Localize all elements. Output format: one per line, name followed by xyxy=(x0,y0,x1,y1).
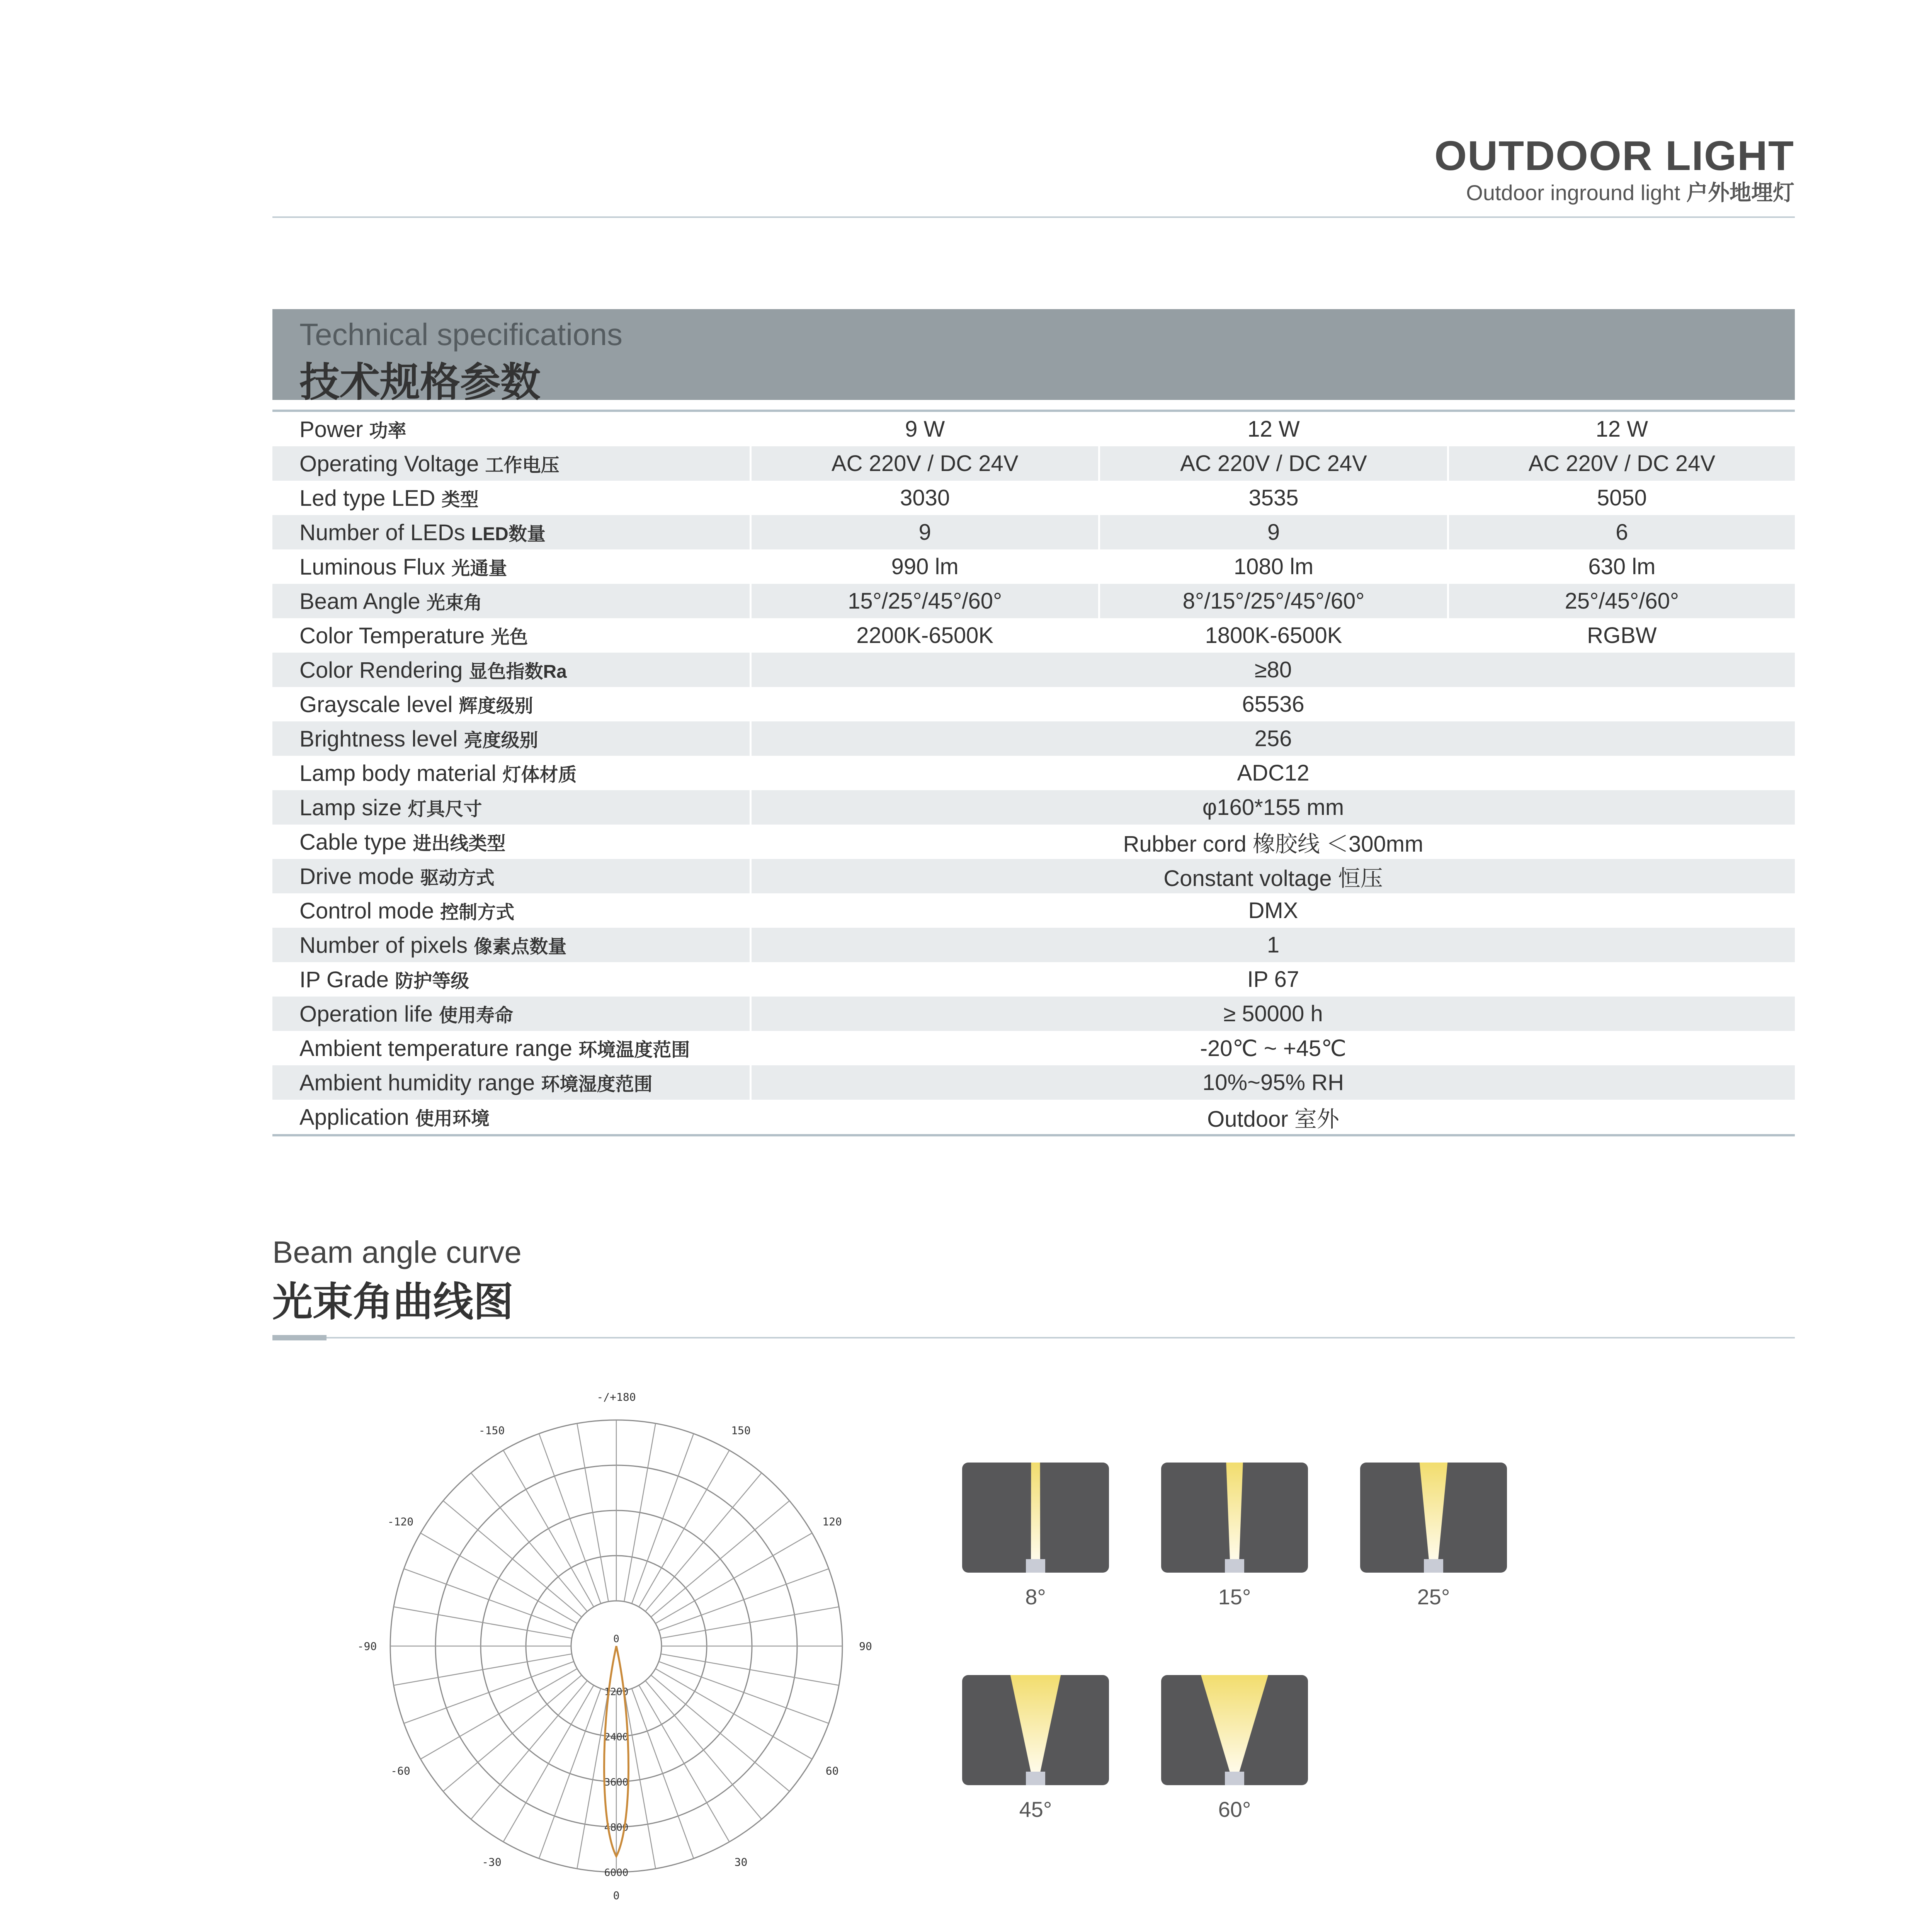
spec-label-en: Lamp body material xyxy=(299,761,497,786)
spec-label-en: Grayscale level xyxy=(299,692,453,717)
spec-row xyxy=(272,1031,1795,1065)
polar-spoke xyxy=(632,1689,694,1859)
polar-spoke xyxy=(661,1654,839,1685)
beam-tile xyxy=(962,1463,1109,1573)
spec-label-zh: 辉度级别 xyxy=(459,696,533,716)
spec-label-en: Color Rendering xyxy=(299,658,463,683)
beam-divider-accent xyxy=(272,1335,327,1340)
spec-label-zh: 环境温度范围 xyxy=(578,1040,690,1060)
spec-label-zh: LED数量 xyxy=(471,524,546,544)
spec-row xyxy=(272,790,1795,825)
spec-label-zh: 光通量 xyxy=(451,558,507,579)
spec-value: 1080 lm xyxy=(1099,549,1448,584)
spec-value: 630 lm xyxy=(1448,549,1795,584)
header-divider xyxy=(272,216,1795,218)
spec-row xyxy=(272,997,1795,1031)
lamp-fixture xyxy=(1026,1772,1045,1785)
spec-value: ADC12 xyxy=(751,756,1795,790)
beam-heading-zh: 光束角曲线图 xyxy=(272,1280,514,1325)
spec-label-zh: 像素点数量 xyxy=(474,937,567,957)
spec-label-en: Beam Angle xyxy=(299,589,420,614)
spec-value: 3030 xyxy=(751,481,1099,515)
spec-value: Rubber cord 橡胶线 ＜300mm xyxy=(751,825,1795,859)
polar-radial-label: 4800 xyxy=(604,1822,629,1833)
spec-row xyxy=(272,549,1795,584)
spec-label xyxy=(272,1031,751,1065)
polar-angle-label: -150 xyxy=(478,1424,505,1437)
spec-value: 5050 xyxy=(1448,481,1795,515)
subtitle-zh: 户外地埋灯 xyxy=(1686,180,1794,205)
spec-label-zh: 驱动方式 xyxy=(420,868,495,888)
spec-label-zh: 光色 xyxy=(491,627,528,648)
polar-angle-label: 150 xyxy=(731,1424,751,1437)
spec-value: AC 220V / DC 24V xyxy=(1448,446,1795,481)
page-title: OUTDOOR LIGHT xyxy=(1434,132,1794,179)
spec-label xyxy=(272,928,751,962)
beam-tile xyxy=(962,1675,1109,1785)
polar-spoke xyxy=(404,1662,574,1723)
polar-angle-label: -90 xyxy=(357,1640,377,1653)
polar-radial-label: 1200 xyxy=(604,1686,629,1698)
spec-label-zh: 环境湿度范围 xyxy=(541,1074,653,1095)
polar-spoke xyxy=(539,1434,601,1604)
lamp-fixture xyxy=(1225,1559,1244,1573)
spec-label xyxy=(272,481,751,515)
beam-tile-label: 25° xyxy=(1417,1585,1450,1609)
spec-label xyxy=(272,756,751,790)
spec-label xyxy=(272,997,751,1031)
polar-spoke xyxy=(639,1450,730,1607)
spec-value: Constant voltage 恒压 xyxy=(751,859,1795,893)
spec-heading-en: Technical specifications xyxy=(299,317,622,352)
polar-spoke xyxy=(577,1423,608,1602)
spec-value: AC 220V / DC 24V xyxy=(1099,446,1448,481)
spec-label-en: Number of LEDs xyxy=(299,520,465,545)
spec-value: 10%~95% RH xyxy=(751,1065,1795,1100)
spec-label-en: Drive mode xyxy=(299,864,414,889)
polar-angle-label: -30 xyxy=(482,1855,502,1869)
spec-label-zh: 灯具尺寸 xyxy=(408,799,482,820)
spec-label-en: Operating Voltage xyxy=(299,451,479,476)
polar-spoke xyxy=(645,1681,762,1820)
polar-spoke xyxy=(655,1669,812,1759)
polar-center-label: 0 xyxy=(613,1633,619,1645)
spec-value: DMX xyxy=(751,893,1795,928)
spec-label xyxy=(272,825,751,859)
spec-banner xyxy=(272,309,1795,405)
polar-angle-label: 90 xyxy=(859,1640,872,1653)
polar-spoke xyxy=(659,1662,829,1723)
spec-row xyxy=(272,1100,1795,1135)
spec-label-en: Led type LED xyxy=(299,486,435,511)
lamp-fixture xyxy=(1424,1559,1443,1573)
spec-label xyxy=(272,411,751,446)
spec-row xyxy=(272,893,1795,928)
polar-beam-chart xyxy=(348,1391,877,1902)
spec-value: 256 xyxy=(751,721,1795,756)
spec-value: 9 xyxy=(751,515,1099,549)
spec-row xyxy=(272,446,1795,481)
spec-value: 12 W xyxy=(1448,411,1795,446)
polar-spoke xyxy=(443,1501,582,1617)
page-subtitle xyxy=(1466,176,1794,207)
spec-value: ≥80 xyxy=(751,653,1795,687)
spec-label-zh: 功率 xyxy=(369,421,406,441)
spec-value: ≥ 50000 h xyxy=(751,997,1795,1031)
beam-tile xyxy=(1161,1675,1308,1785)
spec-label-zh: 显色指数Ra xyxy=(469,662,567,682)
spec-label-zh: 防护等级 xyxy=(395,971,469,992)
spec-row xyxy=(272,721,1795,756)
spec-label-en: Control mode xyxy=(299,898,434,923)
polar-angle-label: 30 xyxy=(734,1855,748,1869)
spec-row xyxy=(272,515,1795,549)
spec-value: AC 220V / DC 24V xyxy=(751,446,1099,481)
polar-angle-label: -60 xyxy=(391,1764,410,1777)
spec-label-en: Cable type xyxy=(299,830,407,855)
polar-spoke xyxy=(659,1569,829,1631)
spec-heading-zh: 技术规格参数 xyxy=(299,360,541,405)
spec-row xyxy=(272,411,1795,446)
spec-label xyxy=(272,790,751,825)
spec-row xyxy=(272,687,1795,721)
polar-angle-label: -/+180 xyxy=(597,1391,636,1403)
spec-row xyxy=(272,962,1795,997)
spec-row xyxy=(272,1065,1795,1100)
beam-divider xyxy=(272,1337,1795,1338)
polar-radial-label: 6000 xyxy=(604,1867,629,1879)
spec-label xyxy=(272,1100,751,1135)
spec-row xyxy=(272,653,1795,687)
spec-row xyxy=(272,928,1795,962)
spec-label xyxy=(272,446,751,481)
spec-label-en: Operation life xyxy=(299,1002,433,1027)
spec-label xyxy=(272,618,751,653)
polar-spoke xyxy=(503,1685,594,1842)
spec-label-en: Number of pixels xyxy=(299,933,468,958)
spec-value: 12 W xyxy=(1099,411,1448,446)
polar-angle-label: 0 xyxy=(613,1889,620,1902)
polar-spoke xyxy=(394,1607,572,1638)
spec-row xyxy=(272,618,1795,653)
spec-label-en: Brightness level xyxy=(299,726,458,752)
spec-value: 15°/25°/45°/60° xyxy=(751,584,1099,618)
polar-spoke xyxy=(471,1681,587,1820)
beam-tile xyxy=(1360,1463,1507,1573)
spec-value: 25°/45°/60° xyxy=(1448,584,1795,618)
spec-value: 1 xyxy=(751,928,1795,962)
spec-label-en: Ambient humidity range xyxy=(299,1070,535,1095)
light-beam xyxy=(1031,1463,1040,1560)
polar-spoke xyxy=(639,1685,730,1842)
polar-spoke xyxy=(632,1434,694,1604)
spec-label xyxy=(272,515,751,549)
spec-label xyxy=(272,584,751,618)
spec-value: IP 67 xyxy=(751,962,1795,997)
polar-spoke xyxy=(394,1654,572,1685)
subtitle-en: Outdoor inground light xyxy=(1466,180,1680,205)
polar-radial-label: 3600 xyxy=(604,1777,629,1788)
beam-tile-label: 45° xyxy=(1019,1797,1052,1821)
polar-spoke xyxy=(661,1607,839,1638)
lamp-fixture xyxy=(1026,1559,1045,1573)
spec-label-en: IP Grade xyxy=(299,967,389,992)
polar-spoke xyxy=(420,1533,577,1624)
spec-value: -20℃ ~ +45℃ xyxy=(751,1031,1795,1065)
spec-label-en: Color Temperature xyxy=(299,623,485,648)
spec-label-zh: 亮度级别 xyxy=(464,730,538,751)
polar-spoke xyxy=(471,1473,587,1612)
beam-tile xyxy=(1161,1463,1308,1573)
beam-tile-label: 8° xyxy=(1025,1585,1046,1609)
spec-label-zh: 使用寿命 xyxy=(439,1005,514,1026)
polar-spoke xyxy=(645,1473,762,1612)
spec-label-zh: 灯体材质 xyxy=(502,765,577,785)
spec-value: 6 xyxy=(1448,515,1795,549)
spec-label xyxy=(272,893,751,928)
spec-label-zh: 光束角 xyxy=(426,593,482,613)
spec-label-en: Application xyxy=(299,1105,409,1130)
spec-label-zh: 进出线类型 xyxy=(413,833,506,854)
lamp-fixture xyxy=(1225,1772,1244,1785)
spec-table xyxy=(272,410,1795,1136)
spec-label-zh: 工作电压 xyxy=(485,455,560,476)
spec-value: RGBW xyxy=(1448,618,1795,653)
spec-label-en: Lamp size xyxy=(299,795,402,820)
polar-angle-label: 120 xyxy=(822,1515,842,1528)
beam-tile-label: 15° xyxy=(1218,1585,1251,1609)
polar-spoke xyxy=(539,1689,601,1859)
spec-label-zh: 控制方式 xyxy=(440,902,515,923)
polar-angle-label: 60 xyxy=(825,1764,839,1777)
polar-spoke xyxy=(443,1675,582,1791)
spec-value: 3535 xyxy=(1099,481,1448,515)
spec-row xyxy=(272,859,1795,893)
spec-value: 2200K-6500K xyxy=(751,618,1099,653)
spec-row xyxy=(272,481,1795,515)
polar-spoke xyxy=(404,1569,574,1631)
polar-spoke xyxy=(503,1450,594,1607)
spec-label xyxy=(272,687,751,721)
spec-label-zh: 使用环境 xyxy=(415,1109,490,1129)
polar-spoke xyxy=(655,1533,812,1624)
spec-value: 9 xyxy=(1099,515,1448,549)
polar-radial-label: 2400 xyxy=(604,1731,629,1743)
spec-label xyxy=(272,549,751,584)
spec-label-en: Ambient temperature range xyxy=(299,1036,573,1061)
beam-tile-label: 60° xyxy=(1218,1797,1251,1821)
polar-spoke xyxy=(420,1669,577,1759)
spec-value: 65536 xyxy=(751,687,1795,721)
spec-label xyxy=(272,962,751,997)
spec-value: 9 W xyxy=(751,411,1099,446)
spec-label xyxy=(272,1065,751,1100)
spec-value: 1800K-6500K xyxy=(1099,618,1448,653)
spec-label xyxy=(272,859,751,893)
spec-value: Outdoor 室外 xyxy=(751,1100,1795,1135)
beam-heading-en: Beam angle curve xyxy=(272,1235,522,1269)
polar-angle-label: -120 xyxy=(387,1515,414,1528)
spec-row xyxy=(272,756,1795,790)
spec-row xyxy=(272,584,1795,618)
spec-label-en: Luminous Flux xyxy=(299,554,446,580)
spec-value: φ160*155 mm xyxy=(751,790,1795,825)
spec-row xyxy=(272,825,1795,859)
spec-value: 8°/15°/25°/45°/60° xyxy=(1099,584,1448,618)
polar-spoke xyxy=(624,1423,655,1602)
polar-spoke xyxy=(651,1675,790,1791)
polar-spoke xyxy=(651,1501,790,1617)
spec-label xyxy=(272,721,751,756)
spec-label-en: Power xyxy=(299,417,363,442)
spec-label xyxy=(272,653,751,687)
spec-label-zh: 类型 xyxy=(441,490,479,510)
spec-value: 990 lm xyxy=(751,549,1099,584)
